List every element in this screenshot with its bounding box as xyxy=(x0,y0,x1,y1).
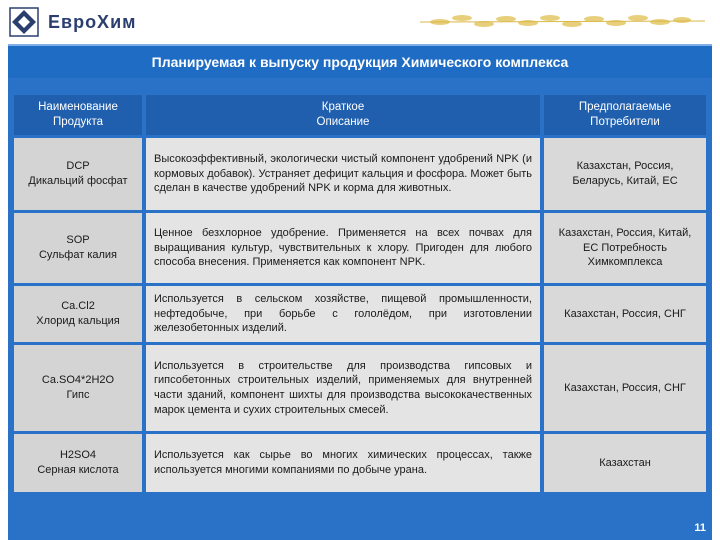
product-name: Ca.SO4*2H2O Гипс xyxy=(14,345,146,431)
product-consumers: Казахстан, Россия, СНГ xyxy=(544,286,706,342)
product-description: Высокоэффективный, экологически чистый компонент удобрений NPK (и кормовых добавок). Устраняет дефицит кальция и фосфора. Может быть сделан в качестве удобрений NPK и корма для животных. xyxy=(146,138,544,210)
product-description: Используется в строительстве для производства гипсовых и гипсобетонных строительных изделий, применяемых для внутренней части зданий, компонент шихты для производства высококачественных марок цемента и сухих строительных смесей. xyxy=(146,345,544,431)
slide-title-bar xyxy=(8,44,712,78)
product-name: H2SO4 Серная кислота xyxy=(14,434,146,492)
brand-logo xyxy=(8,6,158,38)
product-consumers: Казахстан, Россия, Беларусь, Китай, ЕС xyxy=(544,138,706,210)
header-description: Краткое Описание xyxy=(146,95,544,135)
table-row xyxy=(14,345,706,431)
table-row xyxy=(14,434,706,492)
product-consumers: Казахстан, Россия, СНГ xyxy=(544,345,706,431)
product-description: Ценное безхлорное удобрение. Применяется на всех почвах для выращивания культур, чувствительных к хлору. Пригоден для любого способа внесения. Применяется как компонент NPK. xyxy=(146,213,544,283)
product-table xyxy=(14,92,706,495)
table-row xyxy=(14,138,706,210)
header-name: Наименование Продукта xyxy=(14,95,146,135)
slide-header xyxy=(0,0,720,44)
product-description: Используется в сельском хозяйстве, пищевой промышленности, нефтедобыче, при борьбе с гололёдом, при изготовлении железобетонных изделий. xyxy=(146,286,544,342)
product-consumers: Казахстан xyxy=(544,434,706,492)
eurochem-logo-icon xyxy=(8,6,40,38)
product-description: Используется как сырье во многих химических процессах, также используется многими компаниями по добыче урана. xyxy=(146,434,544,492)
product-name: DCP Дикальций фосфат xyxy=(14,138,146,210)
product-name: Ca.Cl2 Хлорид кальция xyxy=(14,286,146,342)
wheat-decoration-icon xyxy=(410,6,710,38)
page-number: 11 xyxy=(694,522,706,534)
product-consumers: Казахстан, Россия, Китай, ЕС Потребность Химкомплекса xyxy=(544,213,706,283)
table-header-row xyxy=(14,95,706,135)
table-row xyxy=(14,213,706,283)
slide-title: Планируемая к выпуску продукция Химического комплекса xyxy=(151,54,569,70)
brand-name: ЕвроХим xyxy=(48,11,137,32)
header-consumers: Предполагаемые Потребители xyxy=(544,95,706,135)
table-row xyxy=(14,286,706,342)
product-name: SOP Сульфат калия xyxy=(14,213,146,283)
